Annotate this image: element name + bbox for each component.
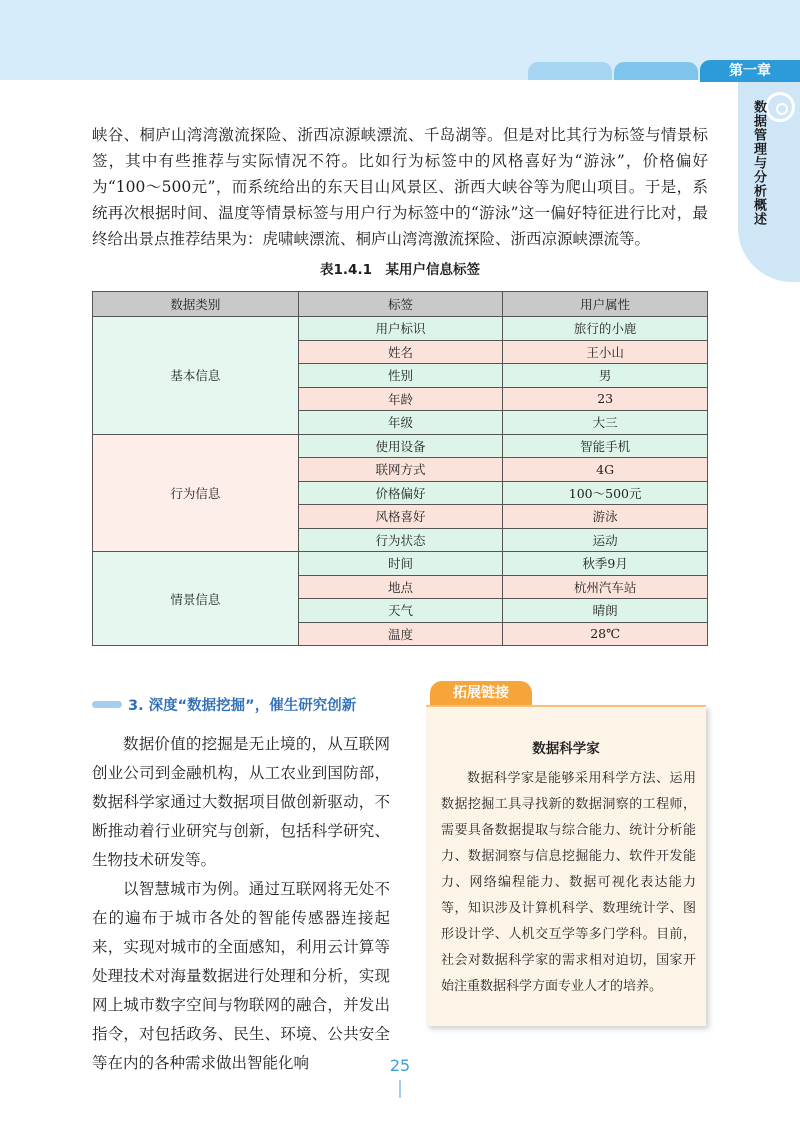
section-heading-text: 3. 深度“数据挖掘”，催生研究创新 — [128, 698, 357, 714]
tag-cell: 时间 — [298, 552, 503, 576]
intro-text — [92, 122, 708, 252]
tag-cell: 天气 — [298, 599, 503, 623]
value-cell: 4G — [503, 458, 708, 482]
page-number-tick — [399, 1080, 401, 1098]
value-cell: 晴朗 — [503, 599, 708, 623]
value-cell: 游泳 — [503, 505, 708, 529]
extension-paragraph: 数据科学家是能够采用科学方法、运用数据挖掘工具寻找新的数据洞察的工程师，需要具备数据提取与综合能力、统计分析能力、数据洞察与信息挖掘能力、软件开发能力、网络编程能力、数据可视化表达能力等，知识涉及计算机科学、数理统计学、图形设计学、人机交互学等多门学科。目前，社会对数据科学家的需求相对迫切，国家开始注重数据科学方面专业人才的培养。 — [441, 771, 696, 994]
magnifier-icon — [765, 92, 795, 122]
category-cell: 行为信息 — [93, 434, 299, 552]
table-header-row — [93, 292, 708, 317]
page-number: 25 — [389, 1056, 411, 1075]
extension-title: 数据科学家 — [532, 741, 600, 757]
tag-cell: 联网方式 — [298, 458, 503, 482]
table-row — [93, 434, 708, 458]
value-cell: 旅行的小鹿 — [503, 317, 708, 341]
value-cell: 秋季9月 — [503, 552, 708, 576]
extension-body — [441, 766, 696, 1000]
tag-cell: 使用设备 — [298, 434, 503, 458]
intro-paragraph: 峡谷、桐庐山湾湾激流探险、浙西凉源峡漂流、千岛湖等。但是对比其行为标签与情景标签，其中有些推荐与实际情况不符。比如行为标签中的风格喜好为“游泳”，价格偏好为“100～500元”，而系统给出的东天目山风景区、浙西大峡谷等为爬山项目。于是，系统再次根据时间、温度等情景标签与用户行为标签中的“游泳”这一偏好特征进行比对，最终给出景点推荐结果为：虎啸峡漂流、桐庐山湾湾激流探险、浙西凉源峡漂流等。 — [92, 126, 708, 248]
tag-cell: 风格喜好 — [298, 505, 503, 529]
category-cell: 情景信息 — [93, 552, 299, 646]
header-value: 用户属性 — [503, 292, 708, 317]
value-cell: 智能手机 — [503, 434, 708, 458]
tag-cell: 行为状态 — [298, 528, 503, 552]
user-info-table — [92, 291, 708, 646]
body-paragraph: 数据价值的挖掘是无止境的，从互联网创业公司到金融机构，从工农业到国防部，数据科学家通过大数据项目做创新驱动，不断推动着行业研究与创新，包括科学研究、生物技术研发等。 — [92, 735, 390, 869]
tag-cell: 年级 — [298, 411, 503, 435]
section-bar-icon — [92, 701, 122, 708]
category-cell: 基本信息 — [93, 317, 299, 435]
tag-cell: 性别 — [298, 364, 503, 388]
value-cell: 男 — [503, 364, 708, 388]
value-cell: 运动 — [503, 528, 708, 552]
section-body — [92, 730, 390, 1078]
value-cell: 杭州汽车站 — [503, 575, 708, 599]
header-tag: 标签 — [298, 292, 503, 317]
header-tab-decor-2 — [614, 62, 698, 80]
tag-cell: 温度 — [298, 622, 503, 646]
side-chapter-title: 数据管理与分析概述 — [751, 100, 766, 226]
tag-cell: 地点 — [298, 575, 503, 599]
tag-cell: 姓名 — [298, 340, 503, 364]
section-heading — [92, 694, 402, 715]
tag-cell: 用户标识 — [298, 317, 503, 341]
extension-label: 拓展链接 — [430, 681, 532, 705]
tag-cell: 年龄 — [298, 387, 503, 411]
body-paragraph: 以智慧城市为例。通过互联网将无处不在的遍布于城市各处的智能传感器连接起来，实现对城市的全面感知，利用云计算等处理技术对海量数据进行处理和分析，实现网上城市数字空间与物联网的融合，并发出指令，对包括政务、民生、环境、公共安全等在内的各种需求做出智能化响 — [92, 880, 390, 1072]
value-cell: 王小山 — [503, 340, 708, 364]
table-row — [93, 552, 708, 576]
value-cell: 23 — [503, 387, 708, 411]
table-row — [93, 317, 708, 341]
value-cell: 100～500元 — [503, 481, 708, 505]
chapter-tab: 第一章 — [700, 60, 800, 82]
header-category: 数据类别 — [93, 292, 299, 317]
table-caption: 表1.4.1 某用户信息标签 — [320, 262, 480, 278]
value-cell: 28℃ — [503, 622, 708, 646]
header-tab-decor-1 — [528, 62, 612, 80]
value-cell: 大三 — [503, 411, 708, 435]
tag-cell: 价格偏好 — [298, 481, 503, 505]
